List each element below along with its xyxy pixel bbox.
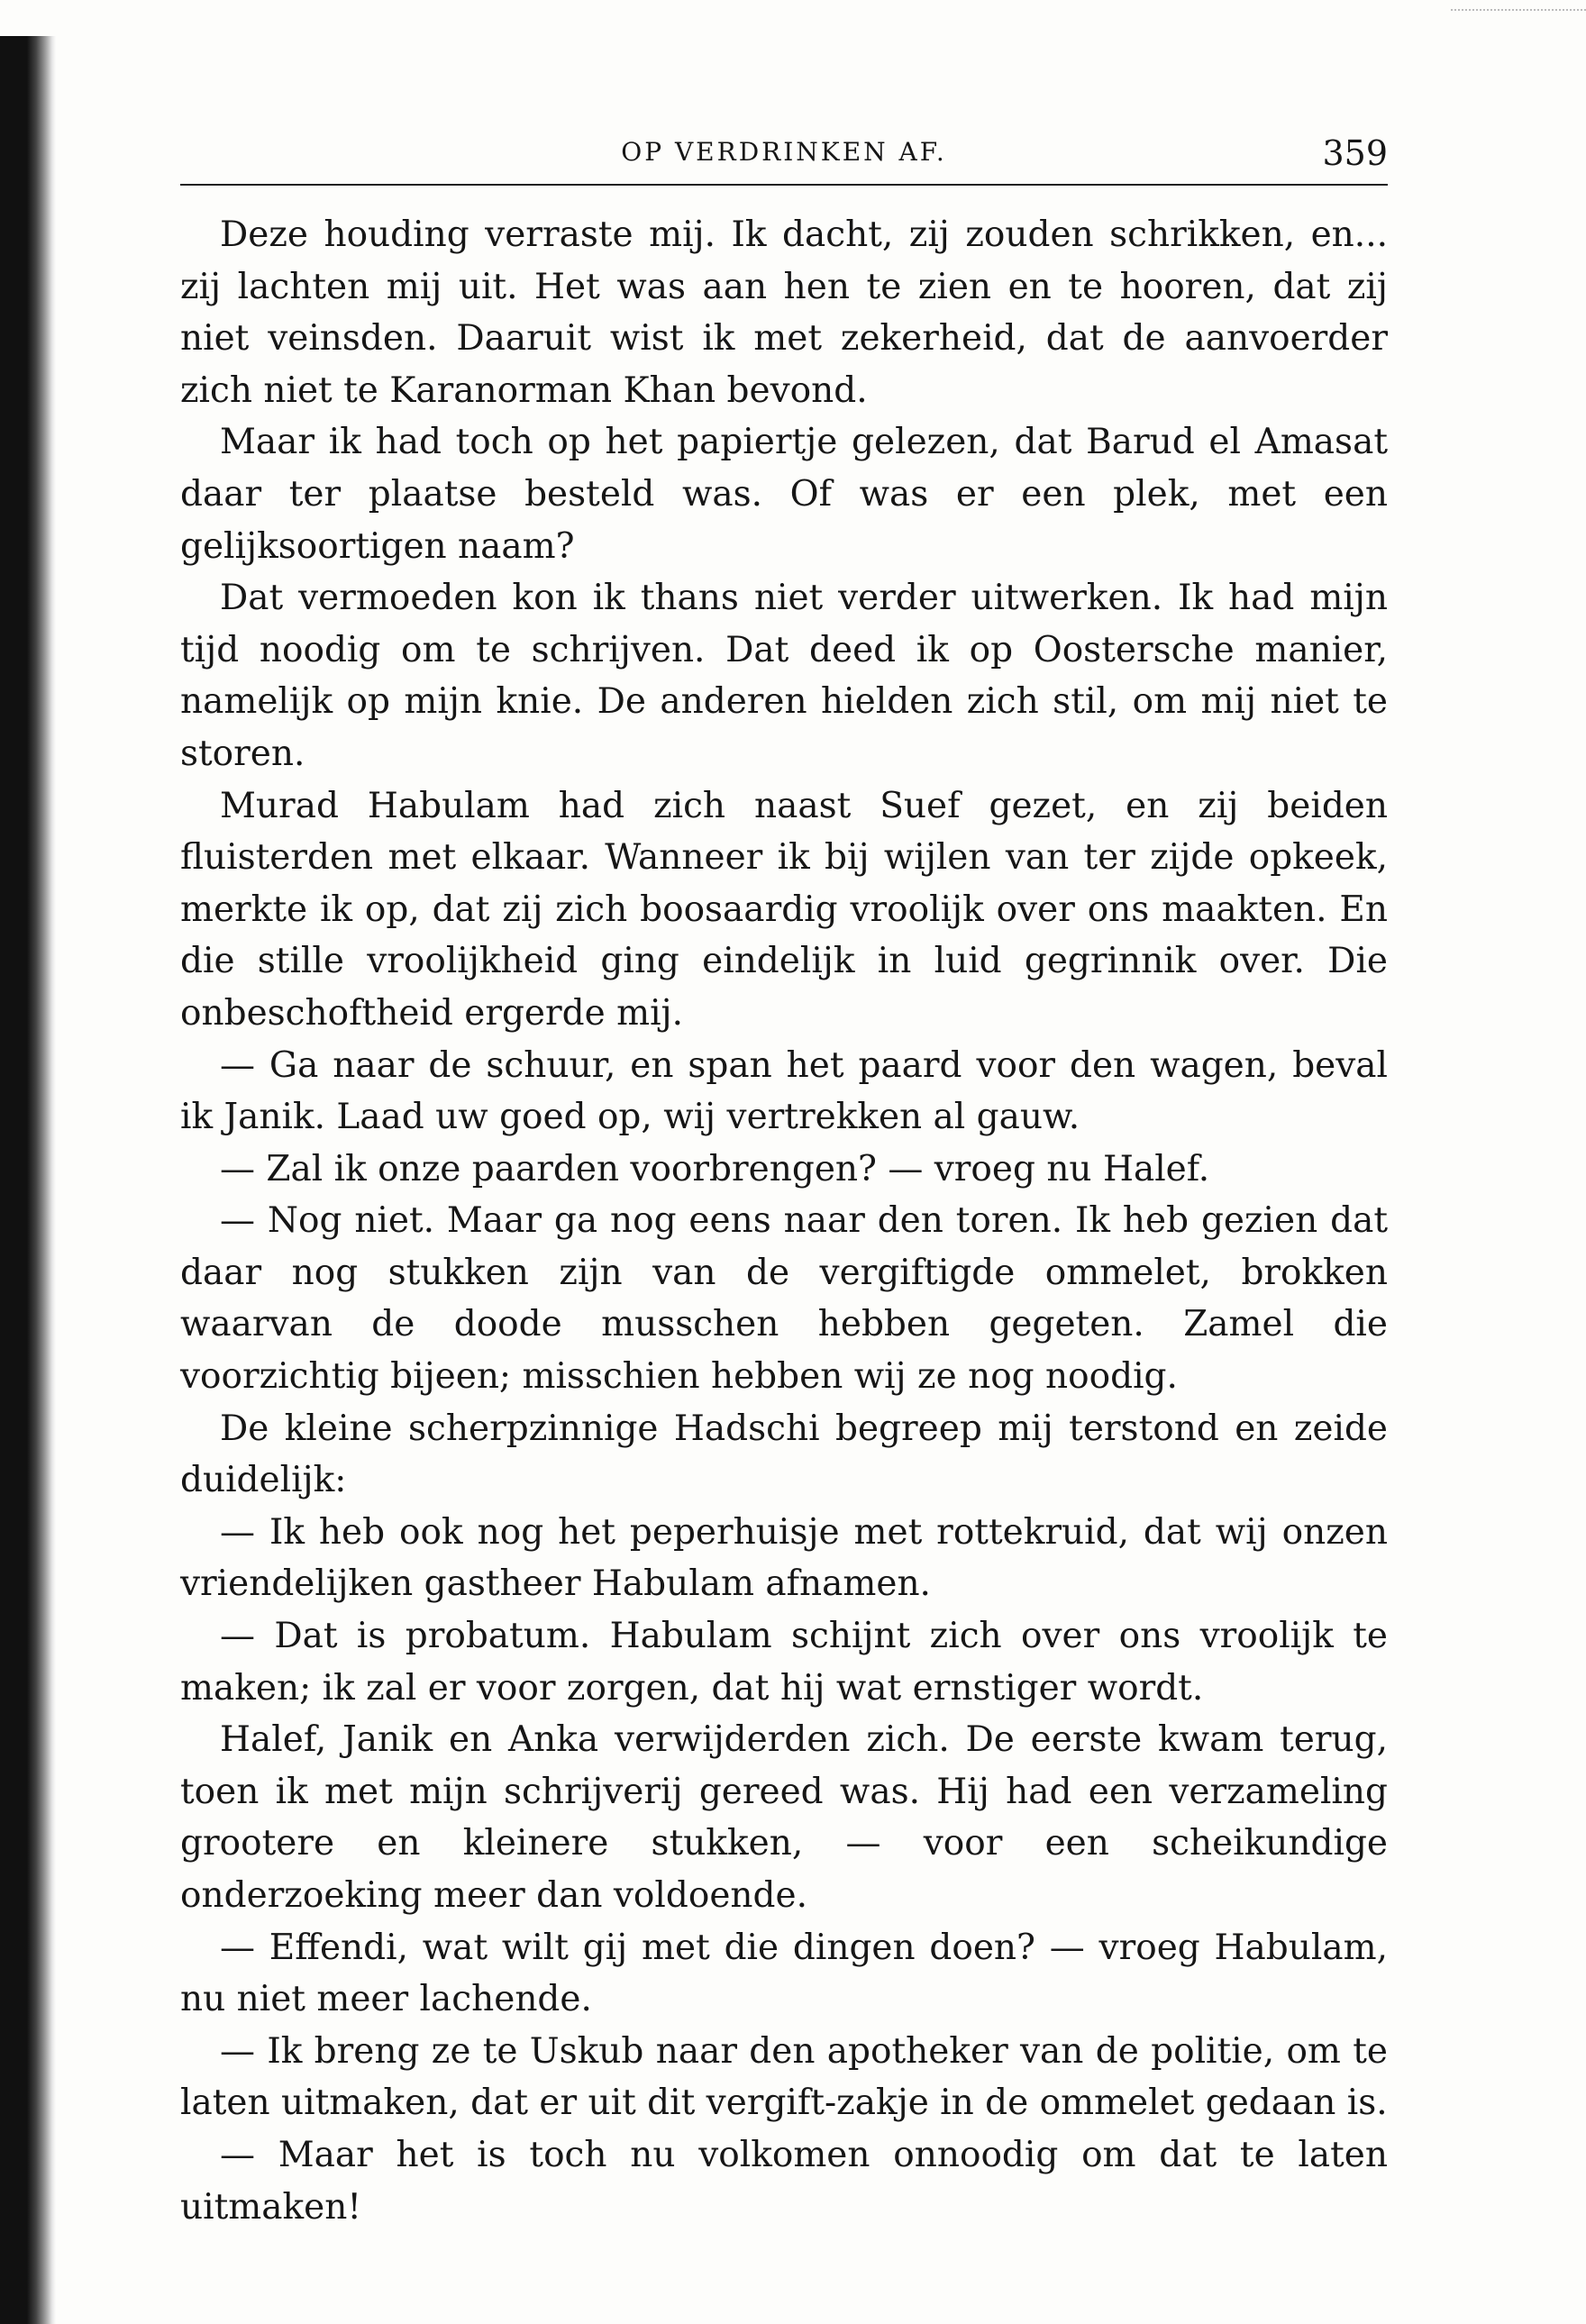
paragraph: — Dat is probatum. Habulam schijnt zich over ons vroolijk te maken; ik zal er voor zorgen, dat hij wat ernstiger wordt.: [180, 1616, 1388, 1709]
paragraph: — Maar het is toch nu volkomen onnoodig om dat te laten uitmaken!: [180, 2134, 1388, 2228]
paragraph: — Nog niet. Maar ga nog eens naar den toren. Ik heb gezien dat daar nog stukken zijn van de vergiftigde ommelet, brokken waarvan de doode musschen hebben gegeten. Zamel die voorzichtig bijeen; misschien hebben wij ze nog noodig.: [180, 1200, 1388, 1398]
paragraph: — Ik heb ook nog het peperhuisje met rottekruid, dat wij onzen vriendelijken gastheer Habulam afnamen.: [180, 1511, 1388, 1605]
paragraph: Dat vermoeden kon ik thans niet verder uitwerken. Ik had mijn tijd noodig om te schrijven. Dat deed ik op Oostersche manier, namelijk op mijn knie. De anderen hielden zich stil, om mij niet te storen.: [180, 578, 1388, 774]
paragraph: — Zal ik onze paarden voorbrengen? — vroeg nu Halef.: [220, 1148, 1210, 1189]
paragraph: Maar ik had toch op het papiertje gelezen, dat Barud el Amasat daar ter plaatse besteld was. Of was er een plek, met een gelijksoortigen naam?: [180, 422, 1388, 567]
paragraph: — Ga naar de schuur, en span het paard voor den wagen, beval ik Janik. Laad uw goed op, wij vertrekken al gauw.: [180, 1044, 1388, 1138]
scan-corner-mark: [1451, 0, 1586, 11]
paragraph: De kleine scherpzinnige Hadschi begreep mij terstond en zeide duidelijk:: [180, 1408, 1388, 1501]
body-text: [180, 209, 1388, 2233]
running-title: OP VERDRINKEN AF.: [621, 137, 947, 167]
paragraph: — Ik breng ze te Uskub naar den apotheker van de politie, om te laten uitmaken, dat er uit dit vergift-zakje in de ommelet gedaan is.: [180, 2030, 1388, 2124]
paragraph: Murad Habulam had zich naast Suef gezet, en zij beiden fluisterden met elkaar. Wanneer ik bij wijlen van ter zijde opkeek, merkte ik op, dat zij zich boosaardig vroolijk over ons maakten. En die stille vroolijkheid ging eindelijk in luid gegrinnik over. Die onbeschoftheid ergerde mij.: [180, 785, 1388, 1034]
scan-binding-edge: [0, 36, 56, 2324]
paragraph: Halef, Janik en Anka verwijderden zich. De eerste kwam terug, toen ik met mijn schrijverij gereed was. Hij had een verzameling grootere en kleinere stukken, — voor een scheikundige onderzoeking meer dan voldoende.: [180, 1719, 1388, 1916]
paragraph: — Effendi, wat wilt gij met die dingen doen? — vroeg Habulam, nu niet meer lachende.: [180, 1927, 1388, 2020]
paragraph: Deze houding verraste mij. Ik dacht, zij zouden schrikken, en... zij lachten mij uit. Het was aan hen te zien en te hooren, dat zij niet veinsden. Daaruit wist ik met zekerheid, dat de aanvoerder zich niet te Karanorman Khan bevond.: [180, 214, 1388, 411]
page-header: [180, 133, 1388, 186]
page-number: 359: [1322, 133, 1388, 173]
